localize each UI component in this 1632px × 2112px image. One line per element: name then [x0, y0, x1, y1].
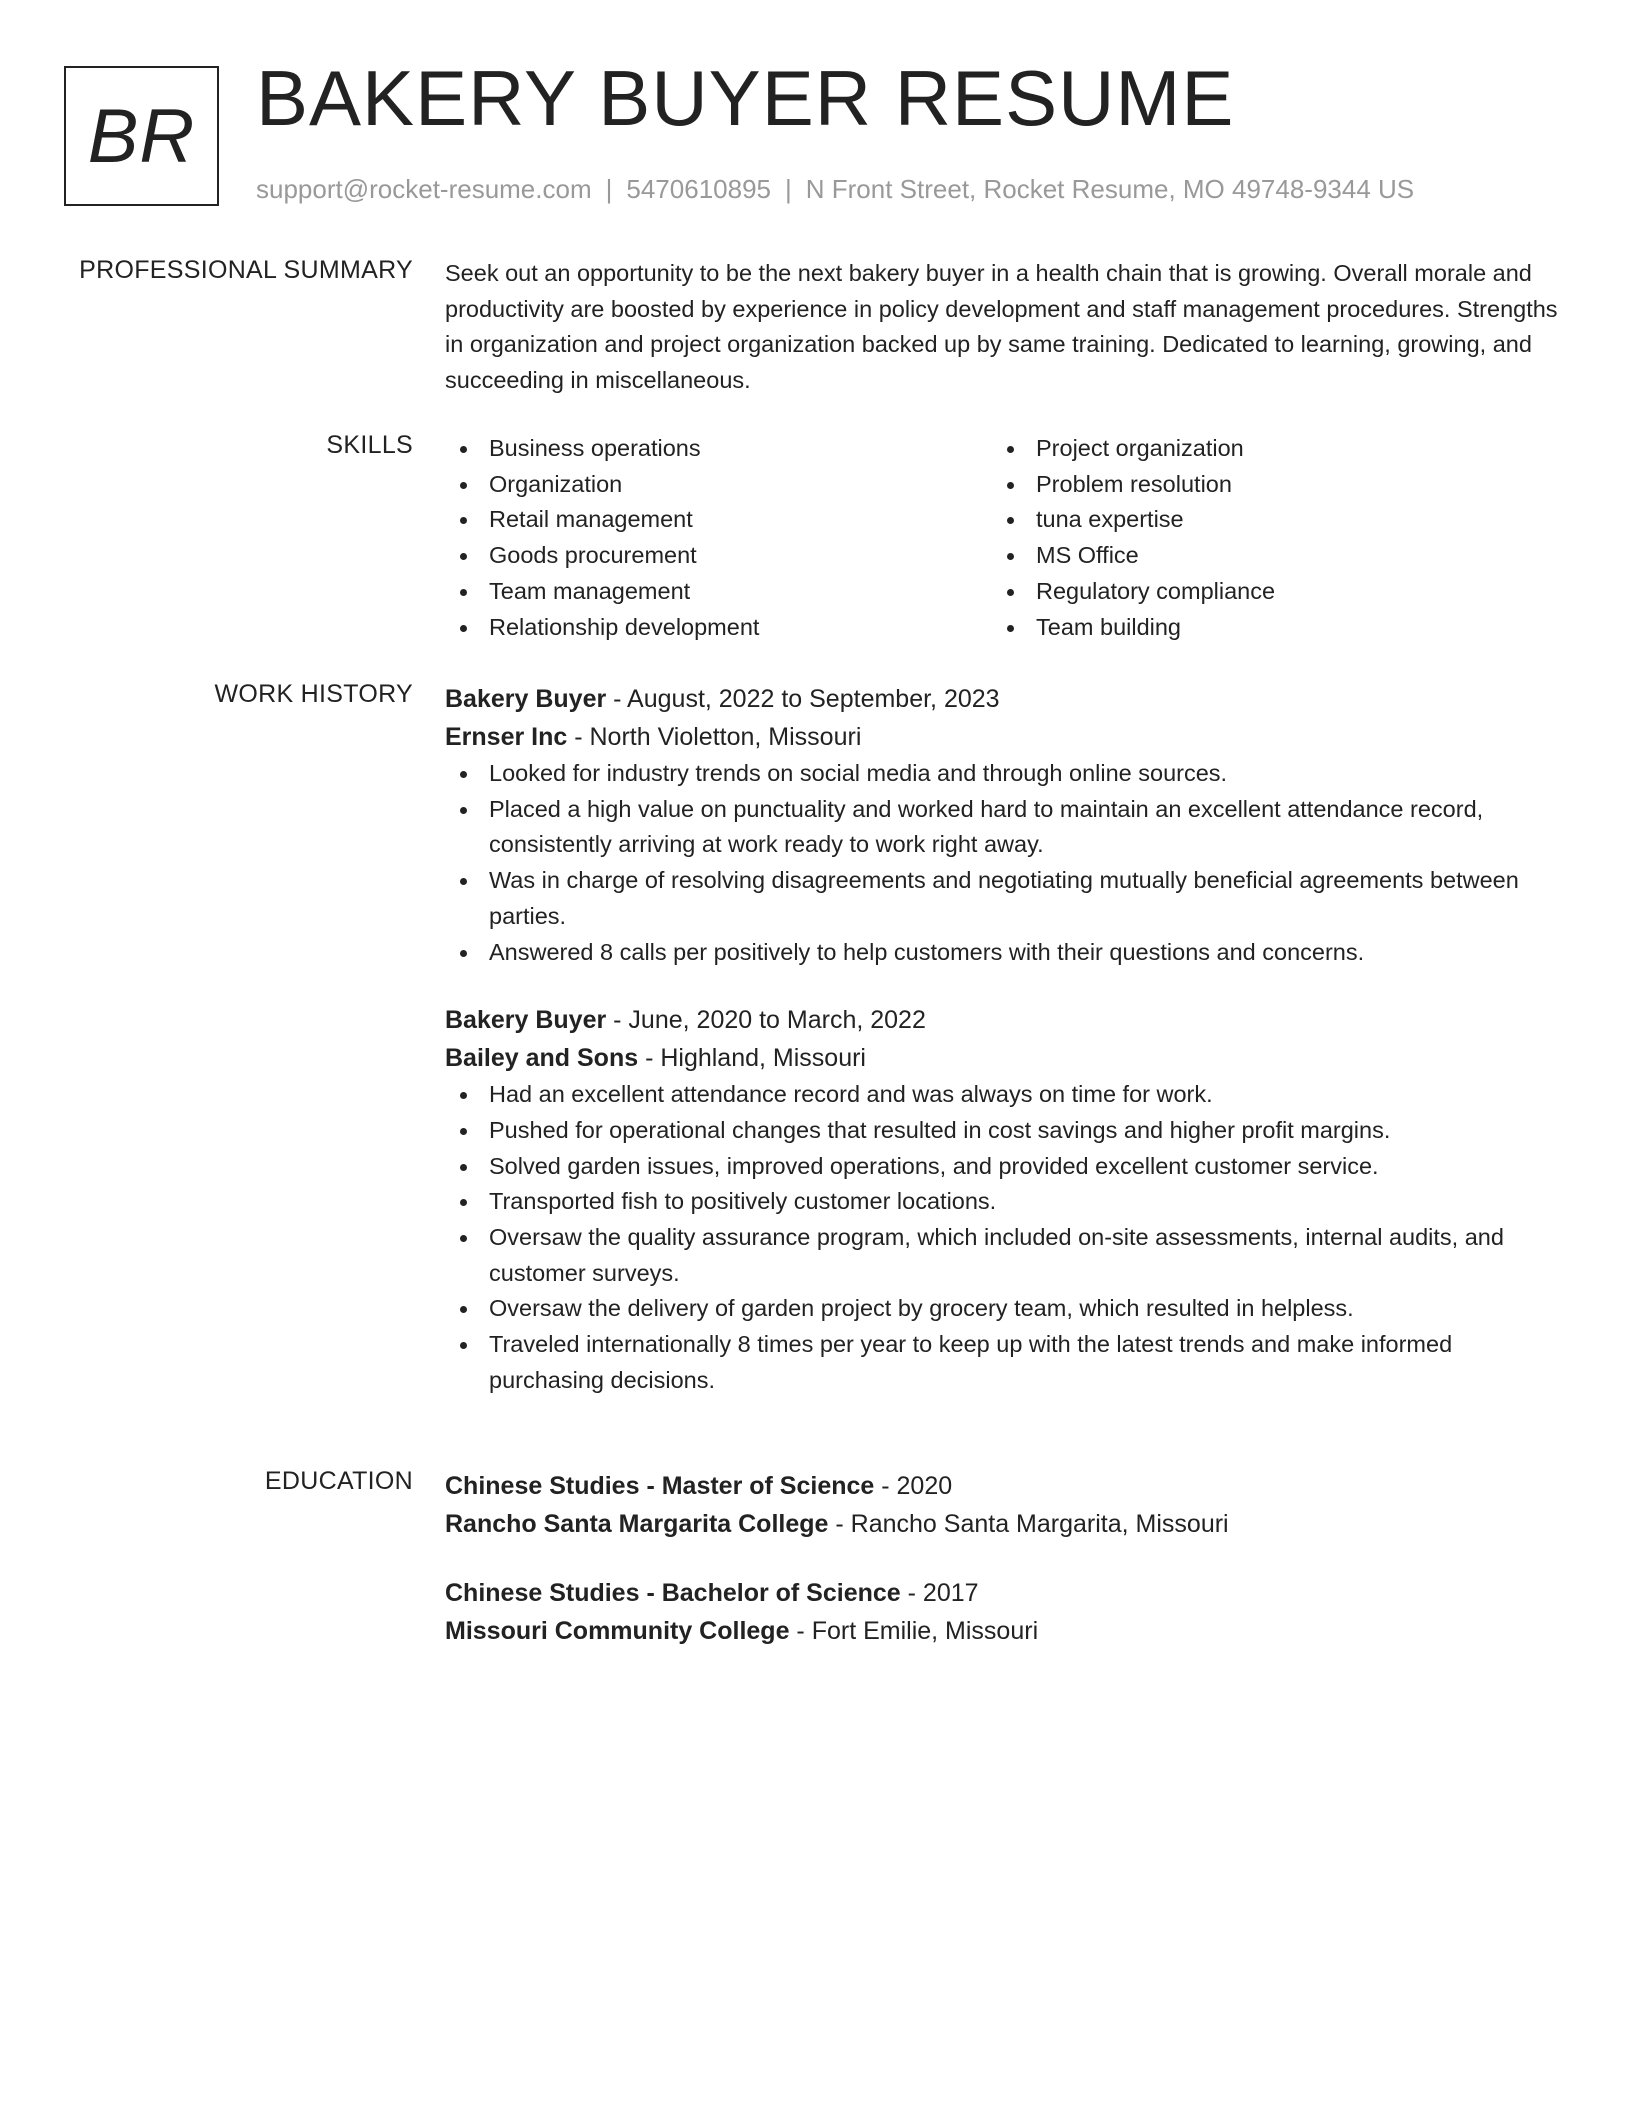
- contact-separator: |: [605, 174, 613, 204]
- job-company: Ernser Inc: [445, 723, 568, 751]
- skill-item: Problem resolution: [992, 467, 1539, 503]
- job-entry: [445, 1001, 1560, 1398]
- job-title: Bakery Buyer: [445, 685, 607, 713]
- contact-line: [256, 174, 1414, 205]
- job-company-line: [445, 718, 1560, 756]
- skills-list-right: [992, 431, 1539, 645]
- skill-item: Relationship development: [445, 610, 992, 646]
- skill-item: Retail management: [445, 502, 992, 538]
- skill-item: Business operations: [445, 431, 992, 467]
- skill-item: Regulatory compliance: [992, 574, 1539, 610]
- section-heading-skills: SKILLS: [326, 431, 413, 459]
- school-location: - Fort Emilie, Missouri: [789, 1617, 1039, 1645]
- school-line: [445, 1612, 1560, 1650]
- job-duties-list: [445, 1077, 1560, 1398]
- job-title: Bakery Buyer: [445, 1006, 607, 1035]
- skill-item: Team building: [992, 610, 1539, 646]
- school-location: - Rancho Santa Margarita, Missouri: [828, 1510, 1229, 1538]
- job-company-line: [445, 1039, 1560, 1077]
- job-duty: Oversaw the delivery of garden project by grocery team, which resulted in helpless.: [445, 1291, 1560, 1327]
- school-name: Rancho Santa Margarita College: [445, 1510, 829, 1538]
- job-duty: Transported fish to positively customer locations.: [445, 1184, 1560, 1220]
- degree-year: - 2020: [874, 1472, 953, 1500]
- education-entry: [445, 1574, 1560, 1650]
- contact-phone[interactable]: 5470610895: [626, 174, 771, 204]
- job-location: - Highland, Missouri: [638, 1044, 866, 1073]
- degree-year: - 2017: [900, 1579, 979, 1607]
- monogram-badge: BR: [64, 66, 219, 206]
- skill-item: Project organization: [992, 431, 1539, 467]
- job-duty: Oversaw the quality assurance program, which included on-site assessments, internal audits, and customer surveys.: [445, 1220, 1560, 1291]
- job-duties-list: [445, 756, 1560, 970]
- section-heading-summary: PROFESSIONAL SUMMARY: [79, 256, 413, 284]
- job-duty: Looked for industry trends on social media and through online sources.: [445, 756, 1560, 792]
- skill-item: tuna expertise: [992, 502, 1539, 538]
- contact-separator: |: [785, 174, 792, 204]
- education-entry: [445, 1467, 1560, 1543]
- job-duty: Placed a high value on punctuality and worked hard to maintain an excellent attendance record, consistently arriving at work ready to work right away.: [445, 792, 1560, 863]
- contact-address: N Front Street, Rocket Resume, MO 49748-9344 US: [805, 174, 1415, 204]
- section-heading-education: EDUCATION: [264, 1467, 413, 1495]
- work-history-body: [445, 680, 1560, 1399]
- school-name: Missouri Community College: [445, 1617, 790, 1645]
- degree-line: [445, 1574, 1560, 1612]
- section-heading-work-history: WORK HISTORY: [214, 680, 413, 708]
- job-company: Bailey and Sons: [445, 1044, 639, 1073]
- degree-name: Chinese Studies - Bachelor of Science: [445, 1579, 901, 1607]
- job-duty: Answered 8 calls per positively to help customers with their questions and concerns.: [445, 935, 1560, 971]
- job-duty: Pushed for operational changes that resulted in cost savings and higher profit margins.: [445, 1113, 1560, 1149]
- job-duty: Had an excellent attendance record and was always on time for work.: [445, 1077, 1560, 1113]
- summary-text: Seek out an opportunity to be the next bakery buyer in a health chain that is growing. Overall morale and productivity are boosted by experience in policy development and staff management procedures. Strengths in organization and project organization backed up by same training. Dedicated to learning, growing, and succeeding in miscellaneous.: [445, 260, 1558, 394]
- skill-item: Goods procurement: [445, 538, 992, 574]
- job-dates: - June, 2020 to March, 2022: [606, 1006, 926, 1035]
- degree-line: [445, 1467, 1560, 1505]
- contact-email[interactable]: support@rocket-resume.com: [256, 174, 592, 204]
- skill-item: Team management: [445, 574, 992, 610]
- job-location: - North Violetton, Missouri: [567, 723, 862, 751]
- job-title-line: [445, 680, 1560, 718]
- skill-item: MS Office: [992, 538, 1539, 574]
- resume-title: BAKERY BUYER RESUME: [256, 54, 1235, 142]
- school-line: [445, 1505, 1560, 1543]
- skills-list-left: [445, 431, 992, 645]
- summary-body: [445, 256, 1560, 399]
- skill-item: Organization: [445, 467, 992, 503]
- job-dates: - August, 2022 to September, 2023: [606, 685, 1000, 713]
- degree-name: Chinese Studies - Master of Science: [445, 1472, 875, 1500]
- education-body: [445, 1467, 1560, 1650]
- job-duty: Was in charge of resolving disagreements and negotiating mutually beneficial agreements between parties.: [445, 863, 1560, 934]
- job-duty: Traveled internationally 8 times per year to keep up with the latest trends and make informed purchasing decisions.: [445, 1327, 1560, 1398]
- job-duty: Solved garden issues, improved operations, and provided excellent customer service.: [445, 1149, 1560, 1185]
- job-entry: [445, 680, 1560, 970]
- skills-body: [445, 431, 1560, 645]
- job-title-line: [445, 1001, 1560, 1039]
